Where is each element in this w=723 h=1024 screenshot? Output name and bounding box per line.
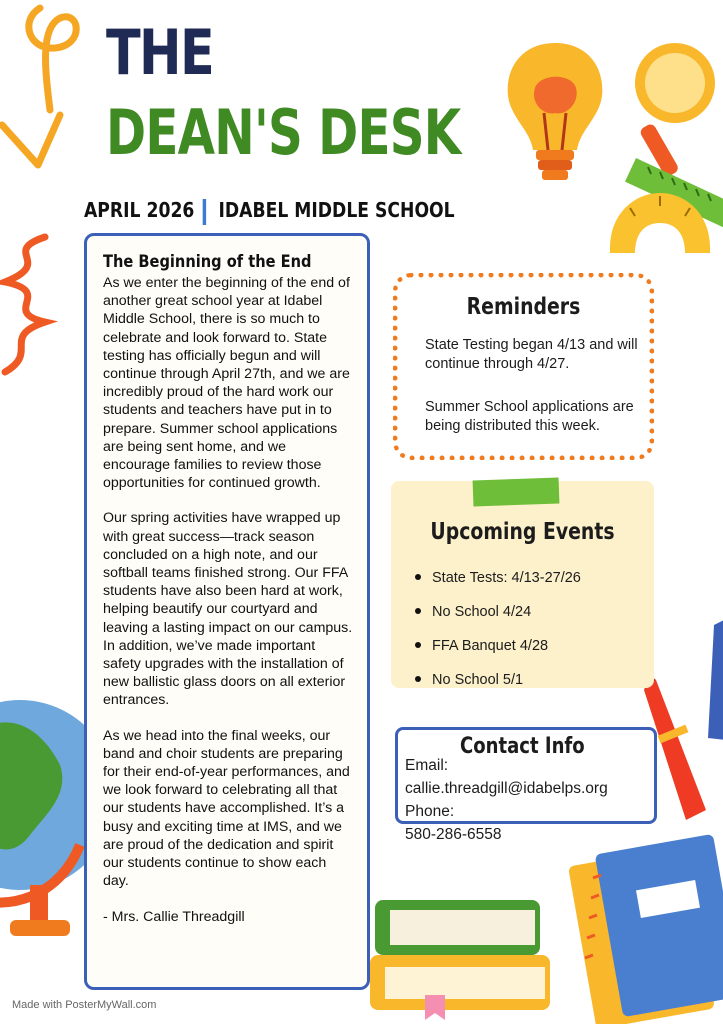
reminder-item: State Testing began 4/13 and will continue through 4/27. [425,337,638,372]
upcoming-events-box [391,481,654,688]
books-icon [370,895,560,1020]
phone-label: Phone: [405,803,455,820]
article-signature: - Mrs. Callie Threadgill [103,908,245,925]
light-bulb-icon [500,38,610,193]
contact-info-box [395,727,657,843]
event-item [411,595,581,629]
orange-scribble-doodle [0,232,60,382]
phone-number[interactable]: 580-286-6558 [405,826,502,843]
email-label: Email: [405,757,449,774]
article-paragraph: As we head into the final weeks, our band and choir students are preparing for their end-of-year performances, and we look forward to celebrating all that our students have accomplished. It’s a busy and exciting time at IMS, and we are proud of the dedication and spirit our students continue to show each day. [103,727,350,890]
page-title-line2: DEAN'S DESK [106,96,461,169]
event-text: No School 4/24 [432,604,532,620]
event-text: State Tests: 4/13-27/26 [432,570,581,586]
issue-subtitle [84,198,455,225]
notebook-icon [553,835,723,1024]
event-text: FFA Banquet 4/28 [432,638,549,654]
main-article [84,233,370,990]
school-name: IDABEL MIDDLE SCHOOL [218,198,455,222]
tape-decoration [473,478,560,507]
event-item [411,629,581,663]
protractor-icon [605,188,715,263]
bullet-icon [415,642,421,648]
orange-arrow-doodle [0,0,110,170]
event-item [411,561,581,595]
event-text: No School 5/1 [432,672,524,688]
bullet-icon [415,574,421,580]
events-list [411,561,581,697]
globe-icon [0,665,85,965]
issue-date: APRIL 2026 [84,198,195,222]
event-item [411,663,581,697]
article-paragraph: As we enter the beginning of the end of another great school year at Idabel Middle School, there is so much to celebrate and look forward to. State testing has officially begun and will continue through April 27th, and we are incredibly proud of the hard work our students and teachers have put in to prepare. Summer school applications are being sent home, and we encourage families to review those opportunities for continued growth. [103,275,350,492]
email-link[interactable]: callie.threadgill@idabelps.org [405,780,608,797]
bullet-icon [415,608,421,614]
divider-bar [203,199,206,225]
page-title-line1: THE [106,16,214,89]
bullet-icon [415,676,421,682]
article-heading: The Beginning of the End [103,252,312,272]
reminders-box [393,273,654,460]
reminders-title: Reminders [466,294,581,320]
article-paragraph: Our spring activities have wrapped up with great success—track season concluded on a high note, and our softball teams finished strong. Our FFA students have also been hard at work, helping beautify our courtyard and leaving a lasting impact on our campus. In addition, we’ve made important safety upgrades with the installation of new ballistic glass doors on all exterior entrances. [103,510,353,709]
footer-credit: Made with PosterMyWall.com [12,999,157,1011]
events-title: Upcoming Events [430,519,615,545]
reminder-item: Summer School applications are being distributed this week. [425,399,634,434]
contact-title: Contact Info [460,734,585,759]
